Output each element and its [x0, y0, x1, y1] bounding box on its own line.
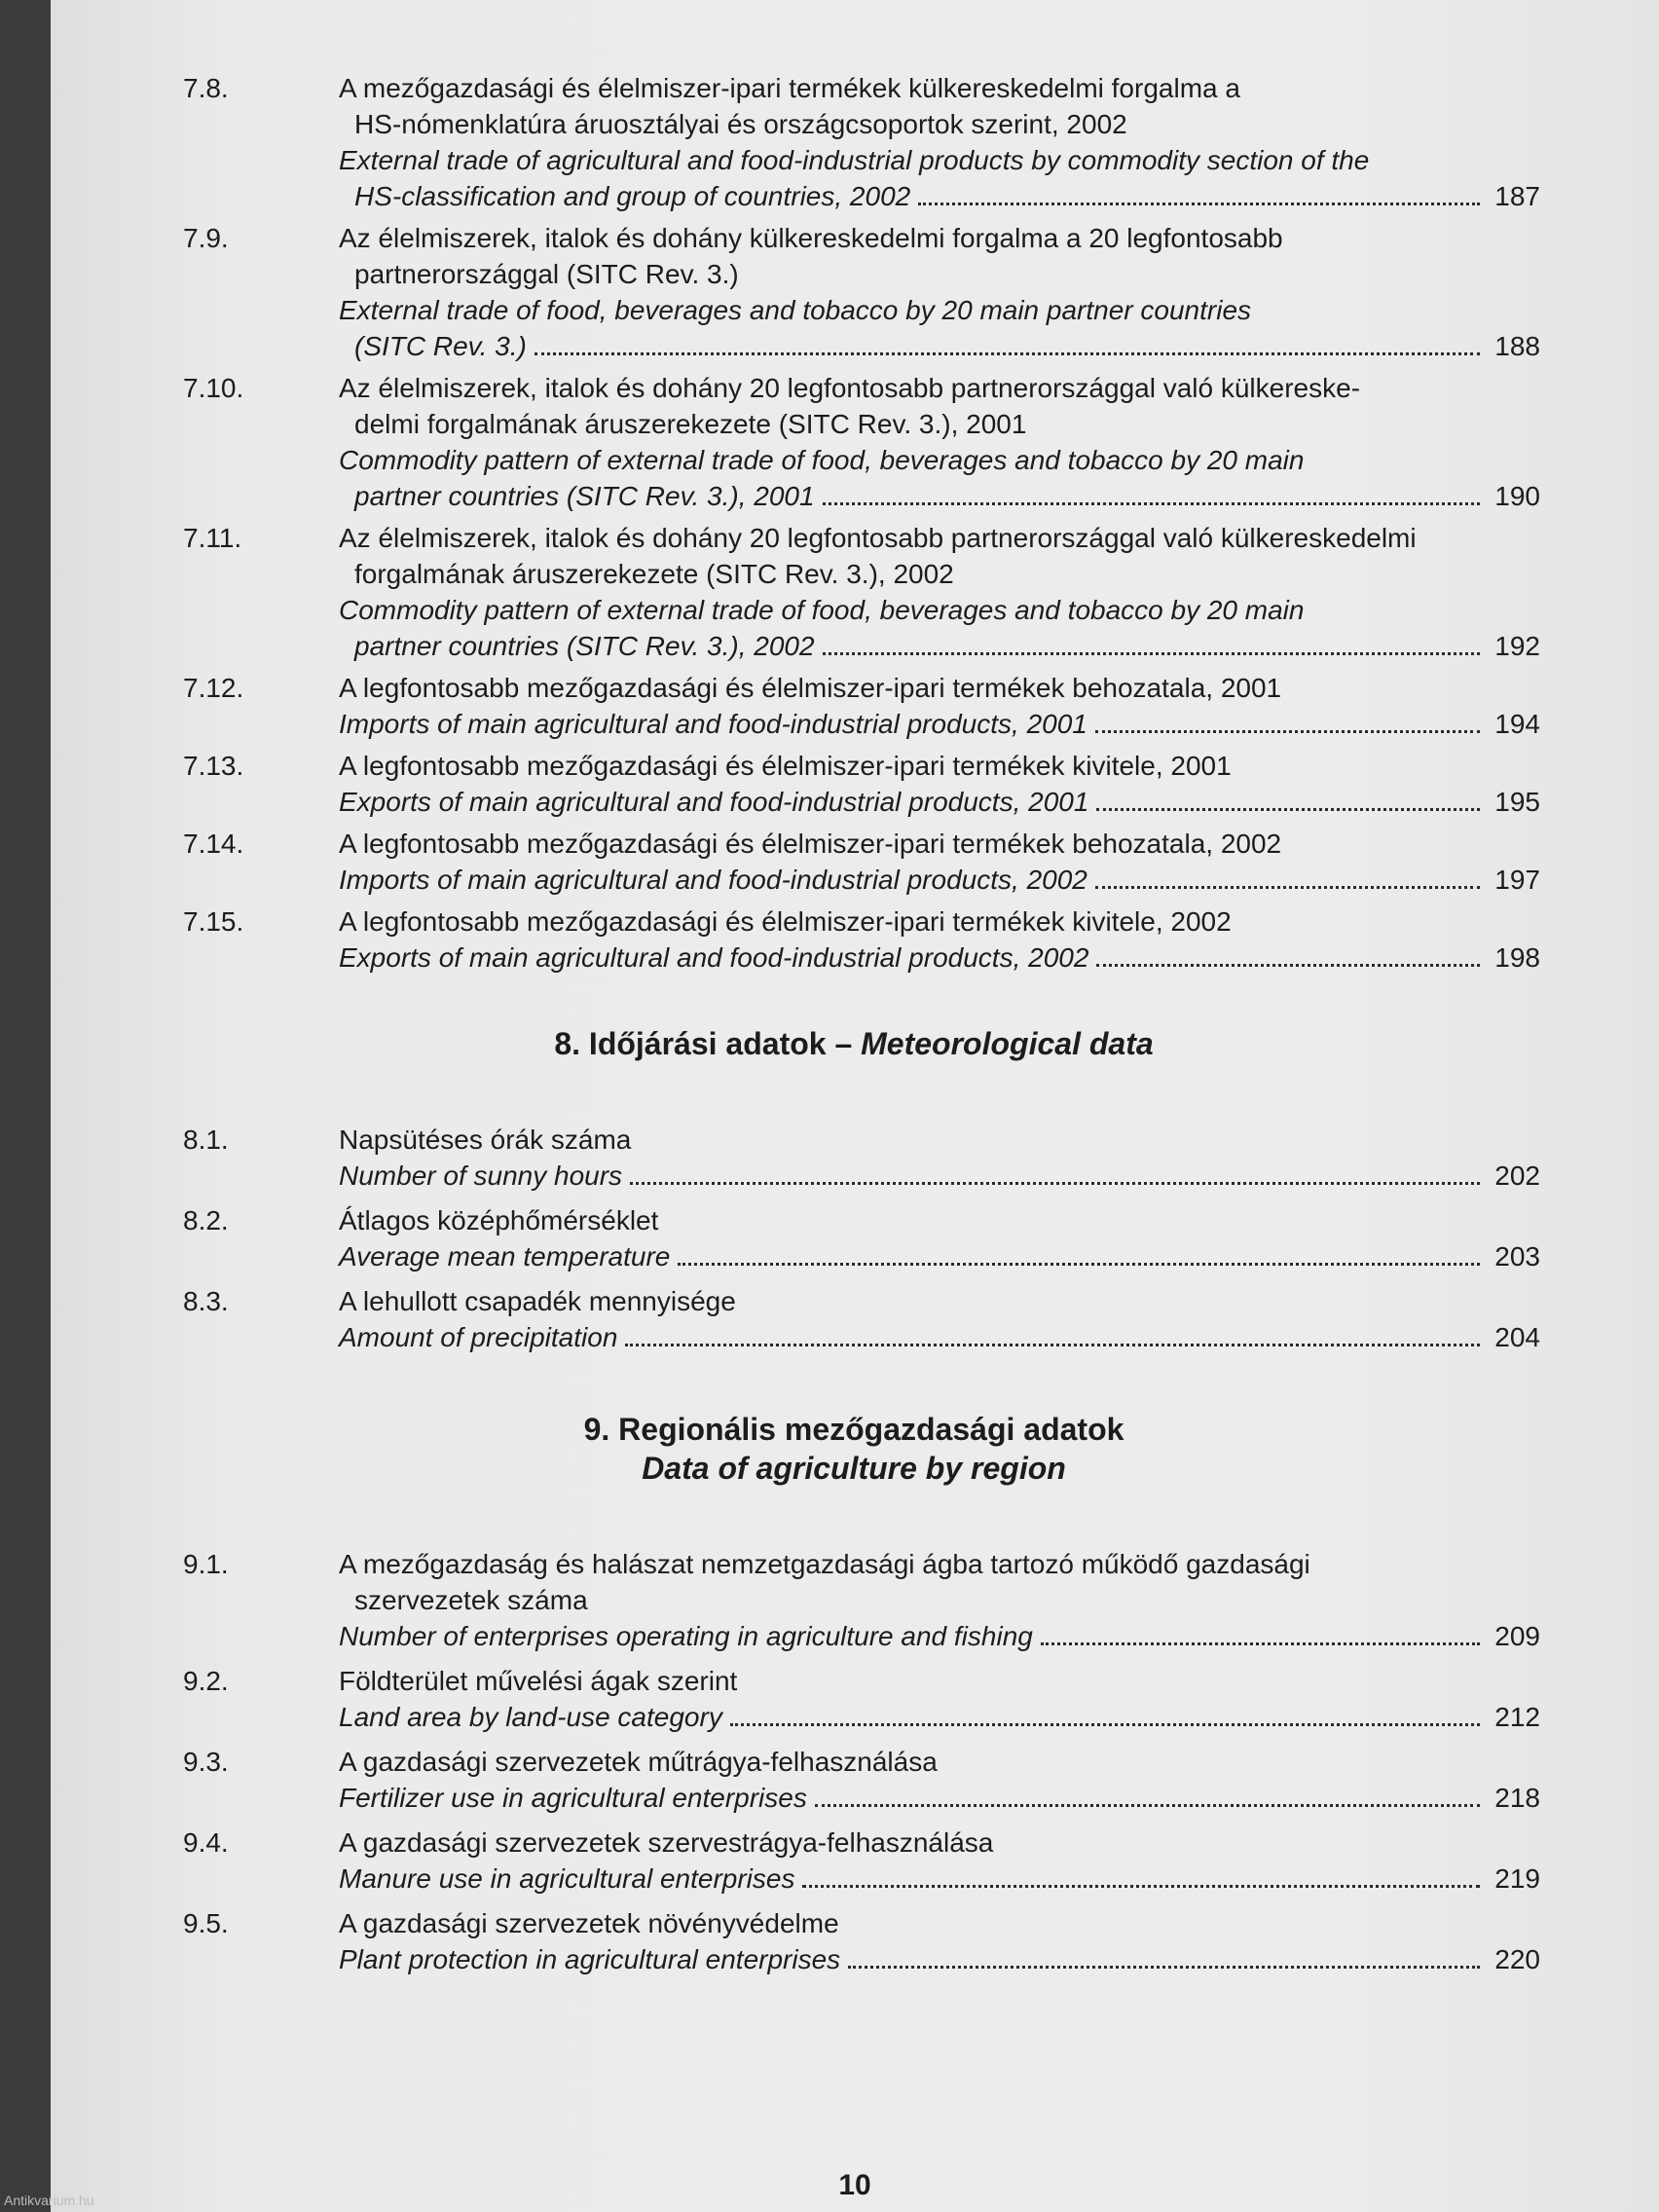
toc-page-number[interactable]: 202	[1494, 1161, 1540, 1191]
toc-entry-body	[339, 1283, 1540, 1355]
toc-entry[interactable]	[167, 1546, 1540, 1654]
dot-leader	[848, 1966, 1480, 1969]
toc-title-hu: Napsütéses órák száma	[339, 1124, 632, 1155]
toc-title-hu: A legfontosabb mezőgazdasági és élelmiszer-ipari termékek behozatala, 2002	[339, 829, 1282, 859]
toc-entry-body	[339, 748, 1540, 820]
toc-entry-body	[339, 1663, 1540, 1735]
toc-entry-number: 7.15.	[183, 906, 244, 937]
toc-title-hu: A lehullott csapadék mennyisége	[339, 1286, 736, 1316]
toc-title-en-last-line	[339, 1158, 1540, 1194]
toc-title-en-last-line	[339, 1780, 1540, 1816]
toc-title-en-last-line	[339, 1861, 1540, 1897]
dot-leader	[918, 203, 1480, 205]
toc-entry-body	[339, 1546, 1540, 1654]
toc-page-number[interactable]: 194	[1494, 709, 1540, 739]
toc-entry-body	[339, 1122, 1540, 1194]
toc-title-en-last-line	[339, 478, 1540, 514]
section-8-title-hu: 8. Időjárási adatok –	[554, 1026, 862, 1061]
toc-entry[interactable]	[167, 370, 1540, 514]
toc-entry[interactable]	[167, 1905, 1540, 1977]
toc-title-hu: A mezőgazdaság és halászat nemzetgazdasági ágba tartozó működő gazdasági	[339, 1549, 1310, 1579]
toc-entry-body	[339, 826, 1540, 898]
toc-title-en: Amount of precipitation	[339, 1322, 618, 1352]
dot-leader	[823, 502, 1480, 505]
toc-page-number[interactable]: 220	[1494, 1944, 1540, 1974]
toc-title-en-last-line	[339, 1699, 1540, 1735]
dot-leader	[823, 652, 1480, 655]
toc-page-number[interactable]: 203	[1494, 1241, 1540, 1272]
toc-title-hu: Az élelmiszerek, italok és dohány külkereskedelmi forgalma a 20 legfontosabb	[339, 223, 1283, 253]
toc-title-hu: delmi forgalmának áruszerekezete (SITC Rev. 3.), 2001	[354, 409, 1027, 439]
toc-entry[interactable]	[167, 670, 1540, 742]
toc-entry[interactable]	[167, 1744, 1540, 1816]
toc-title-hu: HS-nómenklatúra áruosztályai és országcsoportok szerint, 2002	[354, 109, 1127, 139]
toc-entry-number: 9.4.	[183, 1827, 229, 1858]
toc-entry-body	[339, 70, 1540, 214]
toc-entry-body	[339, 220, 1540, 364]
dot-leader	[1096, 964, 1480, 967]
section-9-heading	[167, 1410, 1540, 1488]
dot-leader	[630, 1182, 1480, 1185]
toc-list-section-7	[167, 70, 1540, 976]
toc-title-hu: Földterület művelési ágak szerint	[339, 1666, 738, 1696]
toc-page-number[interactable]: 198	[1494, 942, 1540, 973]
toc-entry-number: 7.12.	[183, 673, 244, 703]
toc-entry-number: 8.3.	[183, 1286, 229, 1316]
toc-page-number[interactable]: 209	[1494, 1621, 1540, 1651]
dot-leader	[535, 352, 1480, 355]
toc-entry-body	[339, 520, 1540, 664]
toc-title-en-last-line	[339, 1238, 1540, 1274]
section-8-title-en: Meteorological data	[861, 1026, 1154, 1061]
toc-entry-number: 8.1.	[183, 1124, 229, 1155]
toc-entry-number: 9.5.	[183, 1908, 229, 1938]
toc-title-en: Exports of main agricultural and food-industrial products, 2001	[339, 787, 1089, 817]
toc-entry[interactable]	[167, 1663, 1540, 1735]
toc-entry-number: 8.2.	[183, 1205, 229, 1235]
toc-title-en: partner countries (SITC Rev. 3.), 2002	[354, 631, 815, 661]
toc-entry[interactable]	[167, 520, 1540, 664]
toc-title-en: External trade of agricultural and food-industrial products by commodity section of the	[339, 145, 1370, 175]
toc-page-number[interactable]: 190	[1494, 481, 1540, 511]
dot-leader	[678, 1263, 1480, 1266]
toc-page-number[interactable]: 212	[1494, 1702, 1540, 1732]
toc-title-hu: Az élelmiszerek, italok és dohány 20 legfontosabb partnerországgal való külkereskedelmi	[339, 523, 1417, 553]
toc-title-en: Commodity pattern of external trade of food, beverages and tobacco by 20 main	[339, 595, 1305, 625]
toc-title-en: HS-classification and group of countries, 2002	[354, 181, 911, 211]
toc-title-hu: A gazdasági szervezetek szervestrágya-felhasználása	[339, 1827, 994, 1858]
toc-title-en: Exports of main agricultural and food-industrial products, 2002	[339, 942, 1089, 973]
toc-entry-body	[339, 1825, 1540, 1897]
toc-title-en-last-line	[339, 628, 1540, 664]
toc-title-en: Manure use in agricultural enterprises	[339, 1863, 795, 1894]
toc-title-hu: A legfontosabb mezőgazdasági és élelmiszer-ipari termékek behozatala, 2001	[339, 673, 1282, 703]
dot-leader	[625, 1344, 1480, 1346]
toc-entry-number: 7.9.	[183, 223, 229, 253]
toc-title-en-last-line	[339, 1941, 1540, 1977]
toc-title-en: Fertilizer use in agricultural enterprises	[339, 1783, 807, 1813]
toc-title-en: Number of enterprises operating in agriculture and fishing	[339, 1621, 1033, 1651]
toc-page-number[interactable]: 204	[1494, 1322, 1540, 1352]
toc-title-en: Average mean temperature	[339, 1241, 671, 1272]
toc-title-hu: partnerországgal (SITC Rev. 3.)	[354, 259, 739, 289]
toc-entry-body	[339, 903, 1540, 976]
toc-title-en: (SITC Rev. 3.)	[354, 331, 527, 361]
toc-title-en-last-line	[339, 1618, 1540, 1654]
toc-list-section-9	[167, 1546, 1540, 1977]
toc-title-en-last-line	[339, 1319, 1540, 1355]
document-page	[51, 0, 1659, 2212]
toc-title-en: Imports of main agricultural and food-industrial products, 2002	[339, 865, 1088, 895]
toc-page-number[interactable]: 219	[1494, 1863, 1540, 1894]
toc-entry-number: 9.2.	[183, 1666, 229, 1696]
toc-title-en: Plant protection in agricultural enterprises	[339, 1944, 841, 1974]
toc-entry-body	[339, 670, 1540, 742]
toc-title-hu: A legfontosabb mezőgazdasági és élelmiszer-ipari termékek kivitele, 2002	[339, 906, 1232, 937]
dot-leader	[1095, 730, 1480, 733]
toc-entry-number: 9.1.	[183, 1549, 229, 1579]
toc-title-en: partner countries (SITC Rev. 3.), 2001	[354, 481, 815, 511]
toc-page-number[interactable]: 218	[1494, 1783, 1540, 1813]
toc-entry[interactable]	[167, 220, 1540, 364]
toc-title-en: Imports of main agricultural and food-industrial products, 2001	[339, 709, 1088, 739]
toc-page-number[interactable]: 188	[1494, 331, 1540, 361]
dot-leader	[730, 1723, 1480, 1726]
toc-entry-number: 7.14.	[183, 829, 244, 859]
toc-entry[interactable]	[167, 1825, 1540, 1897]
dot-leader	[815, 1804, 1480, 1807]
toc-entry[interactable]	[167, 903, 1540, 976]
table-of-contents	[167, 70, 1540, 1986]
toc-entry-number: 7.10.	[183, 373, 244, 403]
section-9-title-en: Data of agriculture by region	[642, 1451, 1066, 1486]
toc-title-hu: A legfontosabb mezőgazdasági és élelmiszer-ipari termékek kivitele, 2001	[339, 751, 1232, 781]
toc-title-hu: forgalmának áruszerekezete (SITC Rev. 3.), 2002	[354, 559, 954, 589]
toc-entry-number: 7.13.	[183, 751, 244, 781]
toc-entry-body	[339, 1905, 1540, 1977]
dot-leader	[1096, 808, 1480, 811]
toc-page-number[interactable]: 197	[1494, 865, 1540, 895]
toc-page-number[interactable]: 195	[1494, 787, 1540, 817]
toc-entry-number: 9.3.	[183, 1747, 229, 1777]
toc-page-number[interactable]: 192	[1494, 631, 1540, 661]
toc-entry[interactable]	[167, 1283, 1540, 1355]
section-9-title-hu: 9. Regionális mezőgazdasági adatok	[583, 1412, 1124, 1447]
toc-title-en: Number of sunny hours	[339, 1161, 623, 1191]
toc-entry-body	[339, 1744, 1540, 1816]
toc-title-en-last-line	[339, 940, 1540, 976]
section-8-heading	[167, 1024, 1540, 1063]
toc-title-en-last-line	[339, 784, 1540, 820]
dot-leader	[802, 1885, 1480, 1888]
toc-title-en: External trade of food, beverages and tobacco by 20 main partner countries	[339, 295, 1252, 325]
toc-list-section-8	[167, 1122, 1540, 1355]
toc-title-hu: A mezőgazdasági és élelmiszer-ipari termékek külkereskedelmi forgalma a	[339, 73, 1240, 103]
toc-entry-number: 7.8.	[183, 73, 229, 103]
toc-title-hu: szervezetek száma	[354, 1585, 588, 1615]
toc-entry[interactable]	[167, 1202, 1540, 1274]
toc-entry[interactable]	[167, 748, 1540, 820]
toc-entry-body	[339, 1202, 1540, 1274]
toc-title-hu: Az élelmiszerek, italok és dohány 20 legfontosabb partnerországgal való külkereske-	[339, 373, 1361, 403]
toc-entry-body	[339, 370, 1540, 514]
toc-page-number[interactable]: 187	[1494, 181, 1540, 211]
dot-leader	[1095, 886, 1480, 889]
watermark: Antikvarium.hu	[4, 2193, 94, 2208]
toc-title-en-last-line	[339, 706, 1540, 742]
toc-title-en-last-line	[339, 178, 1540, 214]
toc-title-hu: A gazdasági szervezetek növényvédelme	[339, 1908, 839, 1938]
toc-title-en: Commodity pattern of external trade of food, beverages and tobacco by 20 main	[339, 445, 1305, 475]
toc-title-hu: A gazdasági szervezetek műtrágya-felhasználása	[339, 1747, 938, 1777]
toc-entry[interactable]	[167, 70, 1540, 214]
toc-entry-number: 7.11.	[183, 523, 242, 553]
toc-title-en: Land area by land-use category	[339, 1702, 722, 1732]
dot-leader	[1041, 1642, 1480, 1645]
page-number: 10	[838, 2169, 871, 2201]
toc-title-hu: Átlagos középhőmérséklet	[339, 1205, 659, 1235]
toc-title-en-last-line	[339, 862, 1540, 898]
toc-entry[interactable]	[167, 826, 1540, 898]
toc-entry[interactable]	[167, 1122, 1540, 1194]
toc-title-en-last-line	[339, 328, 1540, 364]
